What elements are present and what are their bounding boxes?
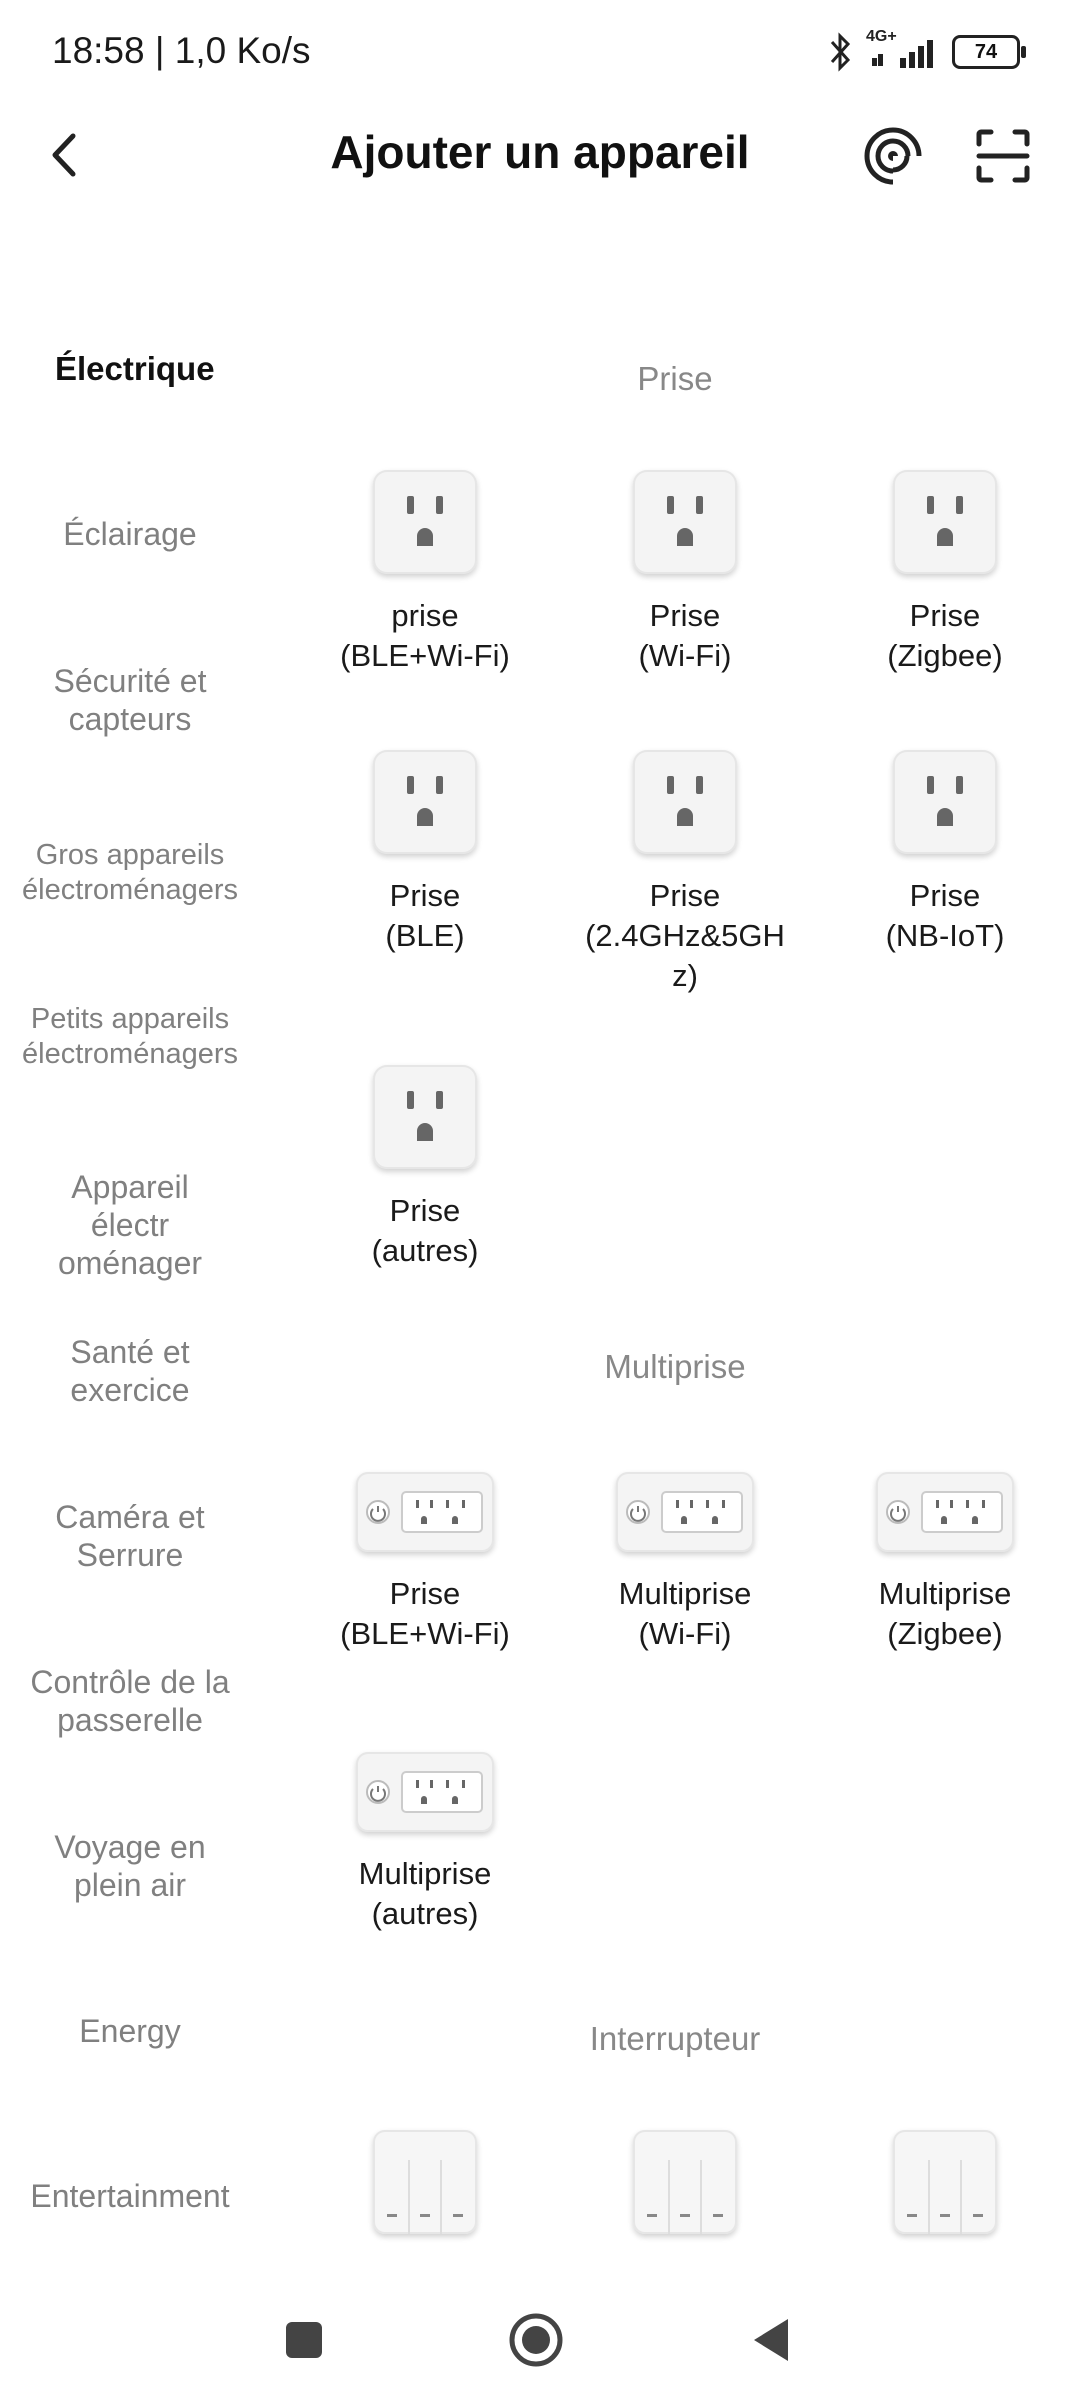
target-icon	[863, 126, 923, 186]
page-title: Ajouter un appareil	[330, 126, 750, 178]
plug-icon	[893, 750, 997, 854]
device-label: Prise (2.4GHz&5GH z)	[585, 878, 785, 993]
status-time: 18:58 | 1,0 Ko/s	[52, 30, 311, 71]
section-title-interrupteur: Interrupteur	[589, 2020, 761, 2057]
device-tile[interactable]	[290, 1460, 560, 1654]
sidebar-item-electrique[interactable]: Électrique	[55, 350, 215, 387]
device-label: Prise (Wi-Fi)	[638, 598, 732, 673]
wall-switch-icon	[373, 2130, 477, 2234]
device-list	[290, 310, 1080, 2270]
system-nav-bar	[0, 2270, 1080, 2400]
battery-level: 74	[974, 40, 998, 63]
plug-icon	[893, 470, 997, 574]
home-circle-icon	[506, 2310, 566, 2370]
device-tile[interactable]	[810, 750, 1080, 956]
signal-icon	[866, 32, 940, 72]
sidebar-item-voyage[interactable]: Voyage en plein air	[54, 1829, 206, 1903]
device-label: prise (BLE+Wi-Fi)	[340, 598, 510, 673]
sidebar-item-petits-appareils[interactable]: Petits appareils électroménagers	[22, 1003, 238, 1070]
power-strip-icon	[876, 1472, 1014, 1552]
section-title-multiprise: Multiprise	[604, 1348, 746, 1385]
device-label: Prise (BLE)	[385, 878, 465, 953]
bluetooth-icon	[826, 32, 854, 72]
device-tile[interactable]	[550, 750, 820, 996]
device-tile[interactable]	[810, 2130, 1080, 2234]
device-tile[interactable]	[290, 1740, 560, 1934]
device-tile[interactable]	[290, 750, 560, 956]
device-tile[interactable]	[290, 470, 560, 676]
square-icon	[282, 2318, 326, 2362]
device-tile[interactable]	[290, 1065, 560, 1271]
device-label: Multiprise (Zigbee)	[878, 1576, 1012, 1651]
device-tile[interactable]	[810, 470, 1080, 676]
home-button[interactable]	[496, 2300, 576, 2380]
device-tile[interactable]	[810, 1460, 1080, 1654]
category-sidebar	[0, 310, 260, 2270]
sidebar-item-energy[interactable]: Energy	[79, 2013, 181, 2049]
network-indicator	[866, 28, 940, 72]
qr-scan-button[interactable]	[965, 118, 1041, 194]
sidebar-item-gros-appareils[interactable]: Gros appareils électroménagers	[22, 839, 238, 906]
sidebar-item-passerelle[interactable]: Contrôle de la passerelle	[30, 1664, 230, 1738]
back-button[interactable]	[30, 120, 100, 190]
plug-icon	[373, 470, 477, 574]
power-strip-icon	[356, 1752, 494, 1832]
network-label: 4G+	[866, 28, 897, 45]
device-tile[interactable]	[550, 1460, 820, 1654]
triangle-back-icon	[748, 2315, 792, 2365]
recents-button[interactable]	[264, 2300, 344, 2380]
header	[0, 100, 1080, 210]
battery-icon	[952, 35, 1020, 69]
sidebar-item-camera[interactable]: Caméra et Serrure	[55, 1499, 205, 1573]
chevron-left-icon	[45, 130, 85, 180]
sidebar-item-entertainment[interactable]: Entertainment	[30, 2178, 230, 2214]
device-label: Prise (BLE+Wi-Fi)	[340, 1576, 510, 1651]
device-tile[interactable]	[550, 470, 820, 676]
sidebar-item-appareil-electromenager[interactable]: Appareil électr oménager	[57, 1169, 203, 1281]
status-icons	[826, 30, 1020, 74]
device-label: Prise (NB-IoT)	[885, 878, 1005, 953]
power-strip-icon	[616, 1472, 754, 1552]
sidebar-item-securite[interactable]: Sécurité et capteurs	[53, 663, 207, 737]
wall-switch-icon	[633, 2130, 737, 2234]
status-bar	[0, 0, 1080, 100]
plug-icon	[633, 470, 737, 574]
device-label: Prise (autres)	[371, 1193, 479, 1268]
power-strip-icon	[356, 1472, 494, 1552]
device-tile[interactable]	[290, 2130, 560, 2234]
section-title-prise: Prise	[637, 360, 713, 397]
scan-icon	[975, 128, 1031, 184]
sidebar-item-sante[interactable]: Santé et exercice	[70, 1334, 190, 1408]
device-label: Multiprise (Wi-Fi)	[618, 1576, 752, 1651]
auto-scan-button[interactable]	[855, 118, 931, 194]
plug-icon	[373, 1065, 477, 1169]
device-label: Multiprise (autres)	[358, 1856, 492, 1931]
sidebar-item-eclairage[interactable]: Éclairage	[63, 516, 197, 552]
wall-switch-icon	[893, 2130, 997, 2234]
device-tile[interactable]	[550, 2130, 820, 2234]
device-label: Prise (Zigbee)	[887, 598, 1003, 673]
plug-icon	[373, 750, 477, 854]
plug-icon	[633, 750, 737, 854]
back-nav-button[interactable]	[730, 2300, 810, 2380]
